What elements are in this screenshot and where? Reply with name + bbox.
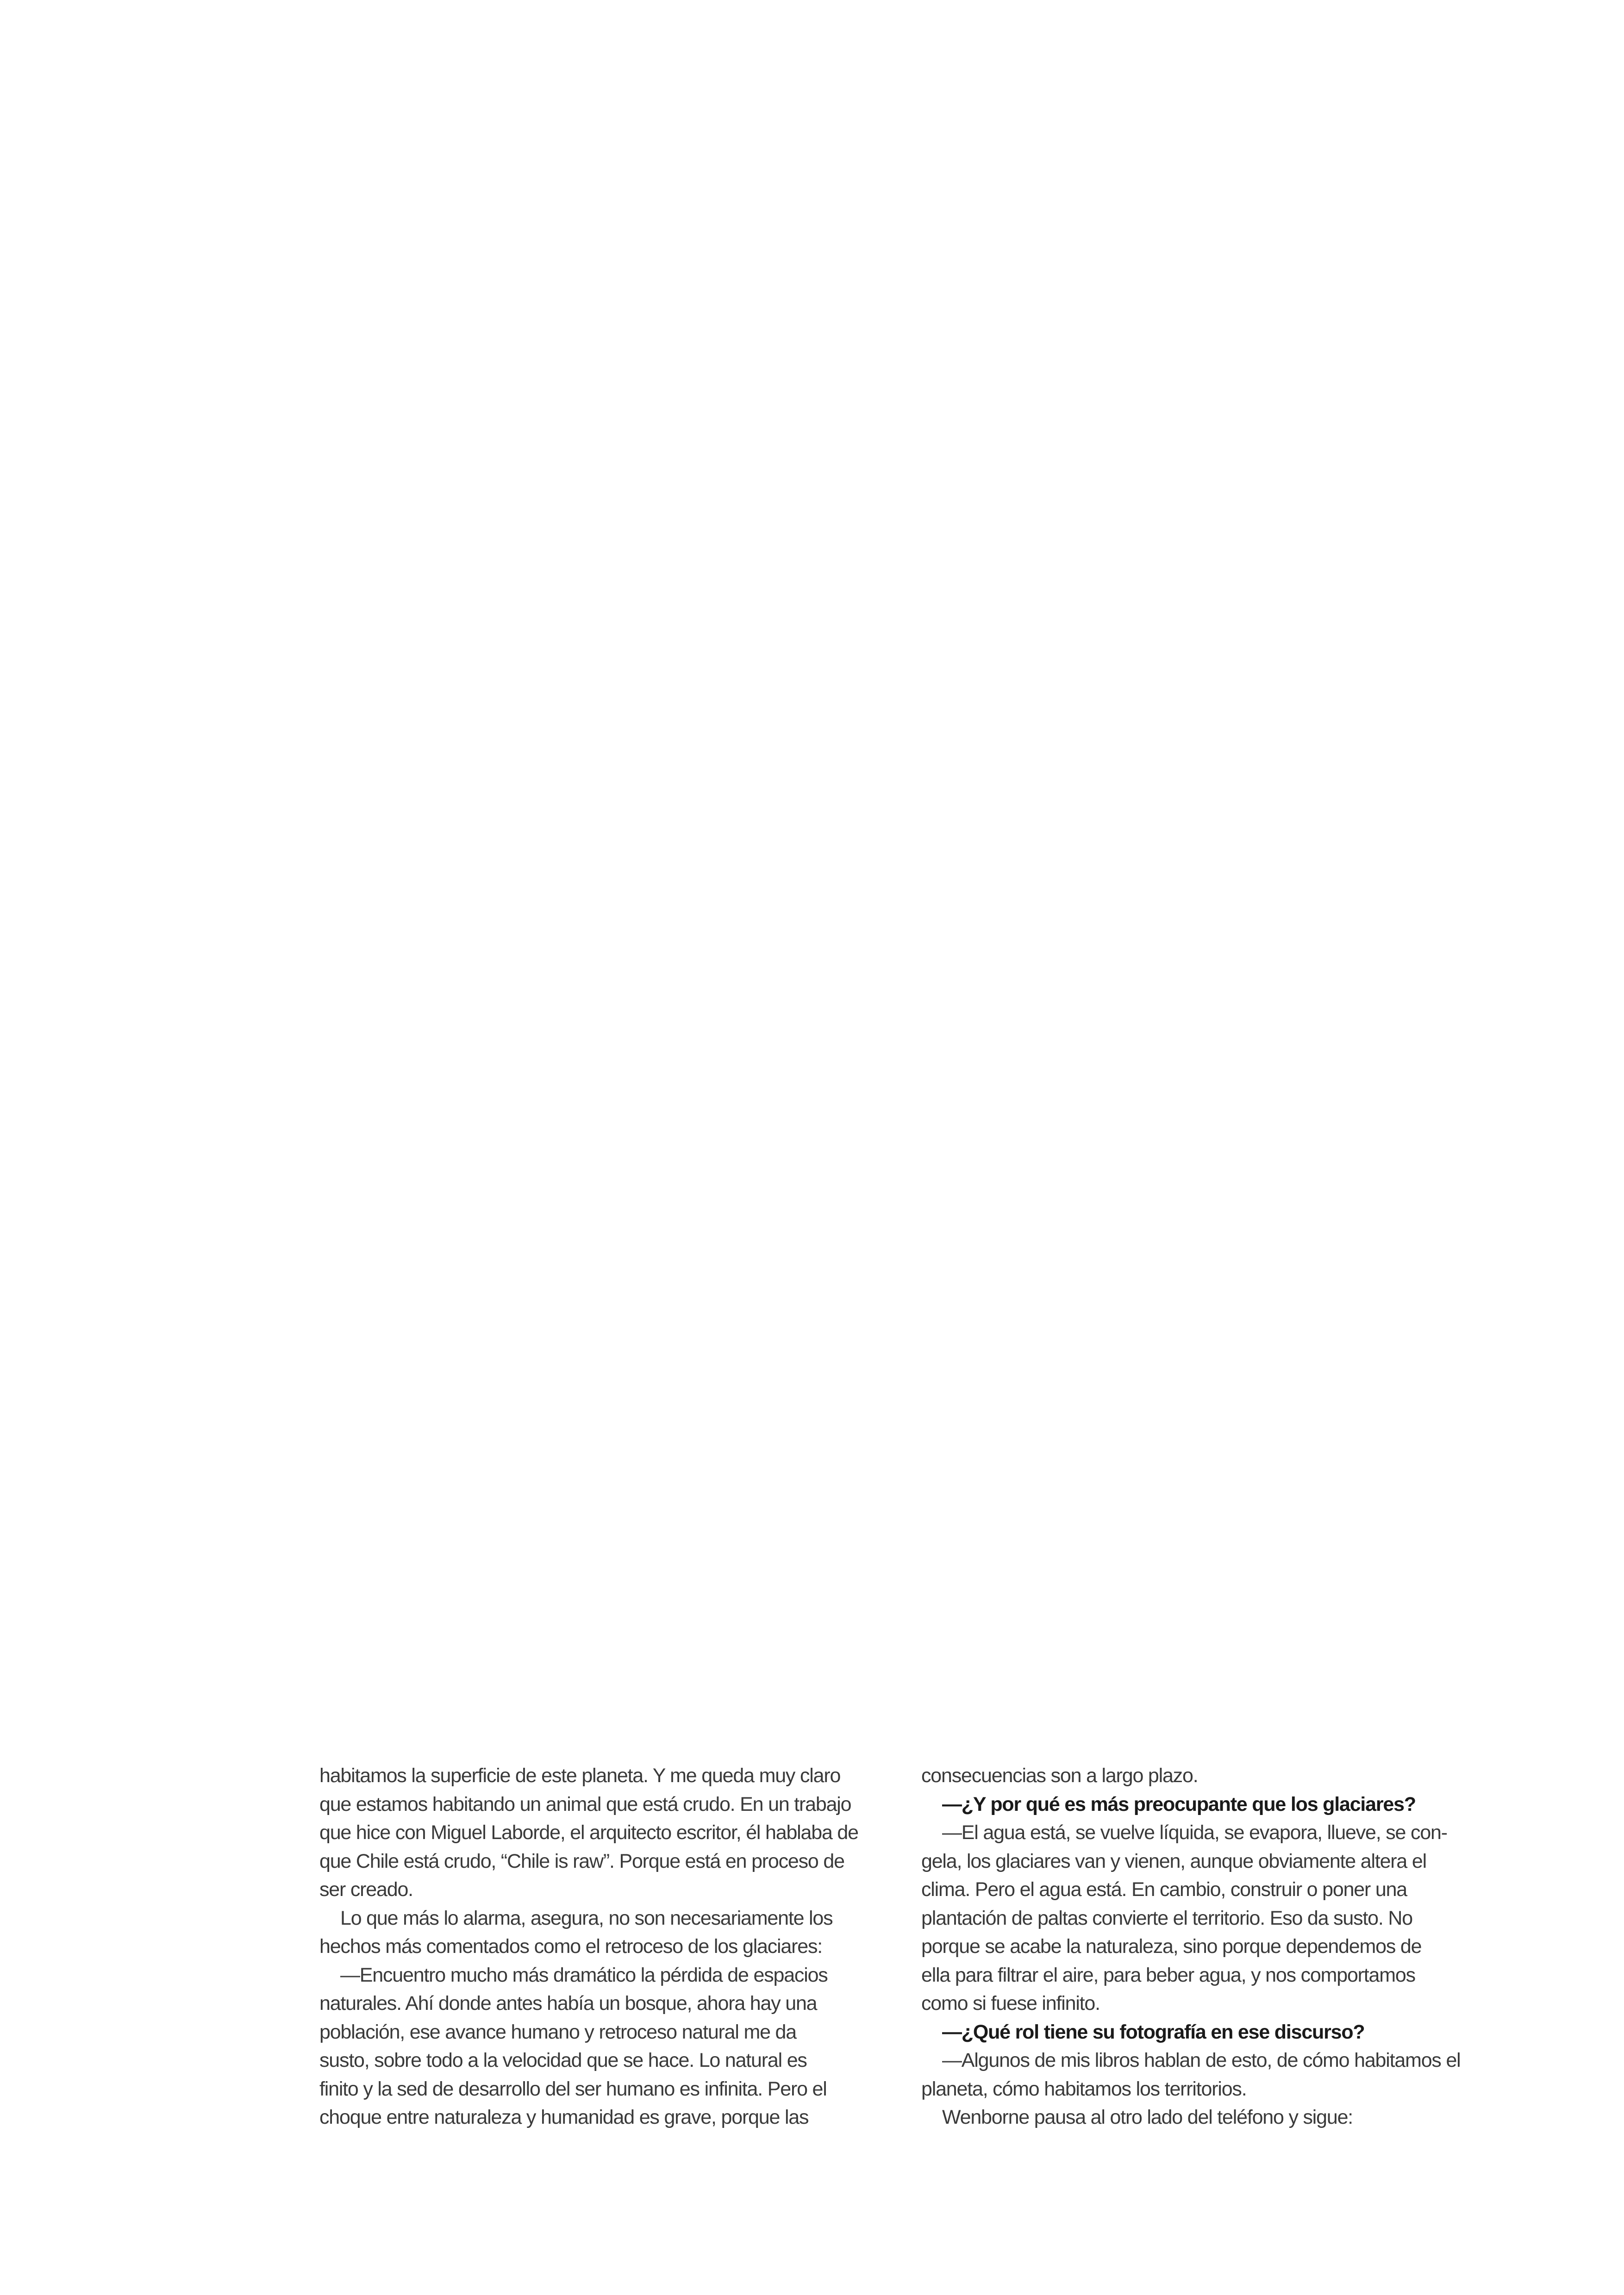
text-line: planeta, cómo habitamos los territorios.	[921, 2077, 1247, 2100]
text-line: población, ese avance humano y retroceso natural me da	[319, 2021, 796, 2043]
text-line: porque se acabe la naturaleza, sino porque dependemos de	[921, 1935, 1422, 1958]
text-line: que Chile está crudo, “Chile is raw”. Porque está en proceso de	[319, 1850, 844, 1872]
text-line: choque entre naturaleza y humanidad es grave, porque las	[319, 2106, 809, 2128]
paragraph-narration	[921, 2103, 1495, 2132]
text-line: —Algunos de mis libros hablan de esto, de cómo habitamos el	[942, 2049, 1461, 2071]
paragraph-continuation	[921, 1762, 1495, 1790]
text-line: naturales. Ahí donde antes había un bosque, ahora hay una	[319, 1992, 817, 2014]
text-line: hechos más comentados como el retroceso de los glaciares:	[319, 1935, 823, 1958]
text-line: —¿Y por qué es más preocupante que los glaciares?	[942, 1793, 1416, 1815]
text-line: que estamos habitando un animal que está crudo. En un trabajo	[319, 1793, 851, 1815]
text-line: plantación de paltas convierte el territorio. Eso da susto. No	[921, 1907, 1412, 1929]
text-line: finito y la sed de desarrollo del ser humano es infinita. Pero el	[319, 2077, 827, 2100]
text-line: consecuencias son a largo plazo.	[921, 1765, 1198, 1787]
paragraph-continuation	[319, 1762, 898, 1904]
interview-question	[921, 2018, 1495, 2047]
paragraph-answer	[319, 1961, 898, 2132]
paragraph-answer	[921, 1819, 1495, 2018]
text-line: ser creado.	[319, 1878, 413, 1901]
text-line: ella para filtrar el aire, para beber agua, y nos comportamos	[921, 1964, 1415, 1986]
text-line: como si fuese infinito.	[921, 1992, 1100, 2014]
text-line: habitamos la superficie de este planeta. Y me queda muy claro	[319, 1765, 841, 1787]
text-line: —¿Qué rol tiene su fotografía en ese discurso?	[942, 2021, 1365, 2043]
text-line: Wenborne pausa al otro lado del teléfono y sigue:	[942, 2106, 1353, 2128]
text-line: gela, los glaciares van y vienen, aunque obviamente altera el	[921, 1850, 1426, 1872]
text-line: que hice con Miguel Laborde, el arquitecto escritor, él hablaba de	[319, 1821, 858, 1844]
text-line: —El agua está, se vuelve líquida, se evapora, llueve, se con-	[942, 1821, 1447, 1844]
left-text-column	[319, 1762, 898, 2132]
paragraph-answer	[921, 2046, 1495, 2103]
text-line: susto, sobre todo a la velocidad que se hace. Lo natural es	[319, 2049, 807, 2071]
right-text-column	[921, 1762, 1495, 2132]
interview-question	[921, 1790, 1495, 1819]
text-line: —Encuentro mucho más dramático la pérdida de espacios	[340, 1964, 828, 1986]
paragraph-narration	[319, 1904, 898, 1961]
text-line: clima. Pero el agua está. En cambio, construir o poner una	[921, 1878, 1407, 1901]
text-line: Lo que más lo alarma, asegura, no son necesariamente los	[340, 1907, 833, 1929]
